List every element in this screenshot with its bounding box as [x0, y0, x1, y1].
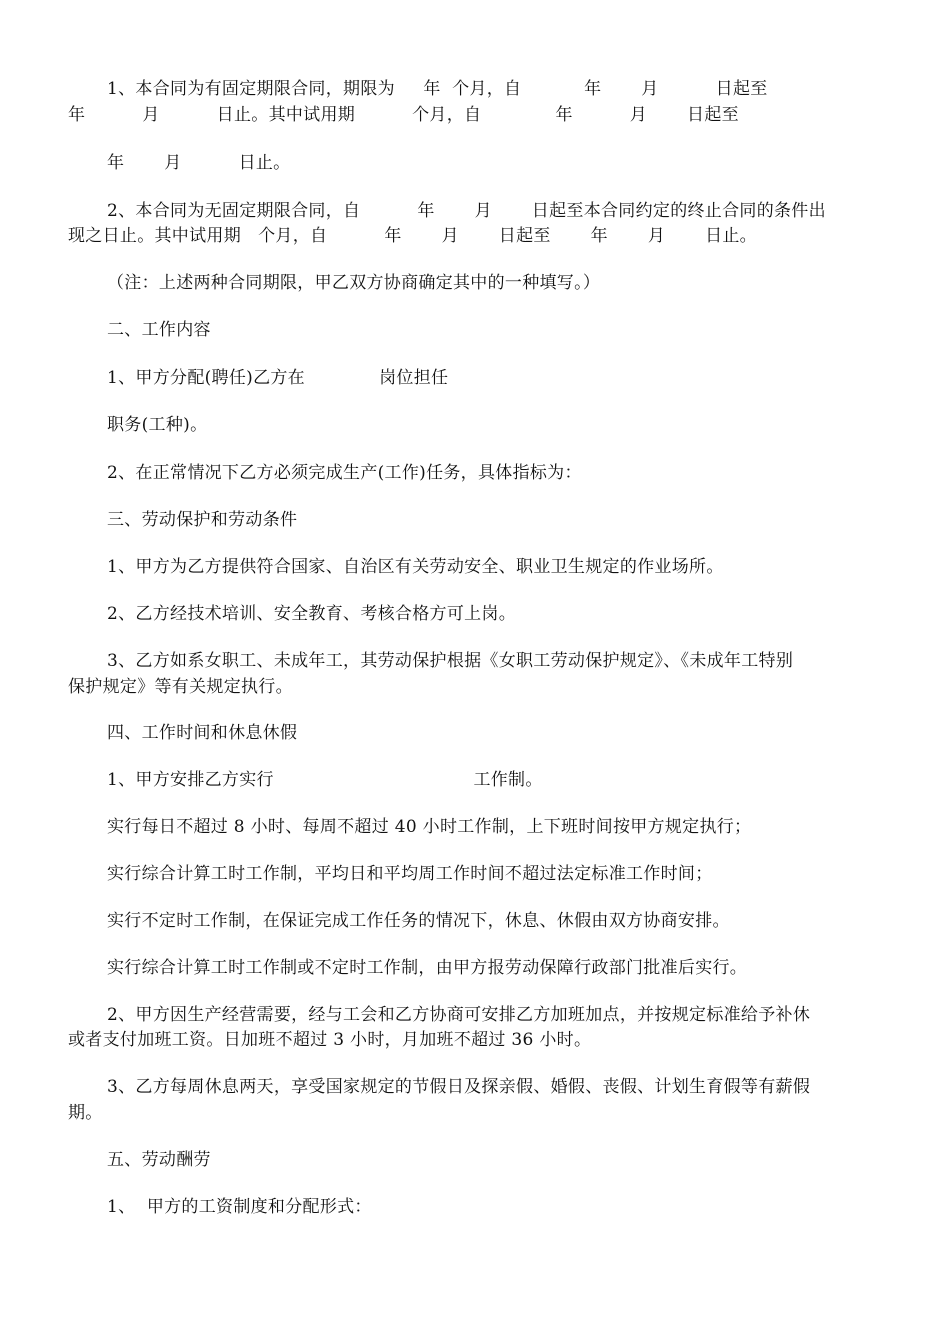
clause-4-1-option-a: 实行每日不超过 8 小时、每周不超过 40 小时工作制，上下班时间按甲方规定执行； [107, 817, 752, 837]
clause-3-1: 1、甲方为乙方提供符合国家、自治区有关劳动安全、职业卫生规定的作业场所。 [107, 557, 724, 577]
clause-3-2: 2、乙方经技术培训、安全教育、考核合格方可上岗。 [107, 604, 517, 624]
clause-1-1-line-3: 年 月 日止。 [107, 153, 291, 173]
clause-4-2-line-1: 2、甲方因生产经营需要，经与工会和乙方协商可安排乙方加班加点，并按规定标准给予补休 [107, 1005, 811, 1025]
clause-4-1-option-b: 实行综合计算工时工作制，平均日和平均周工作时间不超过法定标准工作时间； [107, 864, 713, 884]
clause-2-1-line-2: 职务(工种)。 [107, 415, 208, 435]
clause-4-3-line-1: 3、乙方每周休息两天，享受国家规定的节假日及探亲假、婚假、丧假、计划生育假等有薪假 [107, 1077, 811, 1097]
clause-5-1: 1、 甲方的工资制度和分配形式： [107, 1197, 372, 1217]
clause-4-2-line-2: 或者支付加班工资。日加班不超过 3 小时，月加班不超过 36 小时。 [68, 1030, 592, 1050]
clause-1-1-line-2: 年 月 日止。其中试用期 个月，自 年 月 日起至 [68, 105, 739, 125]
clause-4-3-line-2: 期。 [68, 1103, 103, 1123]
clause-3-3-line-2: 保护规定》等有关规定执行。 [68, 677, 293, 697]
note-line: （注：上述两种合同期限，甲乙双方协商确定其中的一种填写。） [107, 273, 601, 293]
clause-4-1-approval: 实行综合计算工时工作制或不定时工作制，由甲方报劳动保障行政部门批准后实行。 [107, 958, 748, 978]
section-heading-2: 二、工作内容 [107, 320, 211, 340]
clause-1-2-line-2: 现之日止。其中试用期 个月，自 年 月 日起至 年 月 日止。 [68, 226, 757, 246]
clause-1-1-line-1: 1、本合同为有固定期限合同，期限为 年 个月，自 年 月 日起至 [107, 79, 768, 99]
section-heading-5: 五、劳动酬劳 [107, 1150, 211, 1170]
clause-4-1: 1、甲方安排乙方实行 工作制。 [107, 770, 543, 790]
clause-3-3-line-1: 3、乙方如系女职工、未成年工，其劳动保护根据《女职工劳动保护规定》、《未成年工特别 [107, 651, 794, 671]
section-heading-3: 三、劳动保护和劳动条件 [107, 510, 298, 530]
clause-2-1-line-1: 1、甲方分配(聘任)乙方在 岗位担任 [107, 368, 449, 388]
section-heading-4: 四、工作时间和休息休假 [107, 723, 298, 743]
clause-2-2: 2、在正常情况下乙方必须完成生产(工作)任务，具体指标为： [107, 463, 582, 483]
clause-1-2-line-1: 2、本合同为无固定期限合同，自 年 月 日起至本合同约定的终止合同的条件出 [107, 201, 826, 221]
clause-4-1-option-c: 实行不定时工作制，在保证完成工作任务的情况下，休息、休假由双方协商安排。 [107, 911, 730, 931]
